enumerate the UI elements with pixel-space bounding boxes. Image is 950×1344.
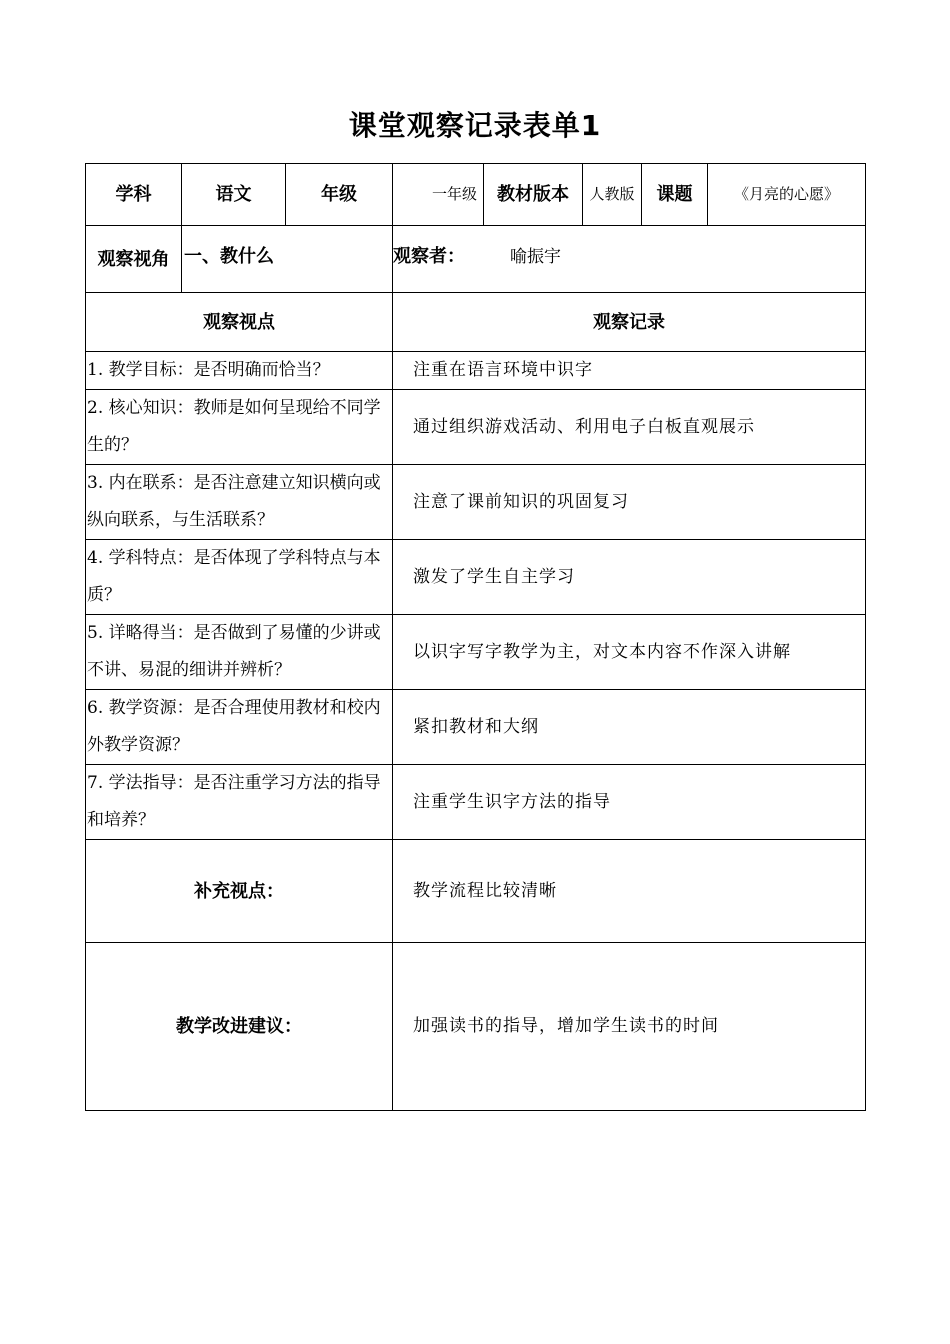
supplement-label: 补充视点： [86,840,393,943]
perspective-row [86,226,866,293]
supplement-row [86,840,866,943]
observer-label: 观察者： [393,246,465,267]
observation-record: 以识字写字教学为主，对文本内容不作深入讲解 [393,615,866,690]
supplement-record: 教学流程比较清晰 [393,840,866,943]
topic-label: 课题 [642,164,708,226]
observer-cell [393,226,866,293]
observation-form [85,163,865,1111]
subject-label: 学科 [86,164,182,226]
subject-value: 语文 [182,164,286,226]
info-row [86,164,866,226]
observation-record: 激发了学生自主学习 [393,540,866,615]
grade-label: 年级 [286,164,393,226]
table-row [86,690,866,765]
observation-record: 注重在语言环境中识字 [393,352,866,390]
observation-record: 注意了课前知识的巩固复习 [393,465,866,540]
observer-name: 喻振宇 [510,247,561,267]
column-header-row [86,293,866,352]
edition-value: 人教版 [583,164,642,226]
table-row [86,765,866,840]
observation-point: 6. 教学资源：是否合理使用教材和校内外教学资源？ [86,690,393,765]
observation-record: 通过组织游戏活动、利用电子白板直观展示 [393,390,866,465]
observation-point: 3. 内在联系：是否注意建立知识横向或纵向联系，与生活联系？ [86,465,393,540]
table-row [86,615,866,690]
topic-value: 《月亮的心愿》 [708,164,866,226]
observation-record: 紧扣教材和大纲 [393,690,866,765]
edition-label: 教材版本 [484,164,583,226]
suggestion-label: 教学改进建议： [86,943,393,1111]
table-row [86,390,866,465]
observation-point: 5. 详略得当：是否做到了易懂的少讲或不讲、易混的细讲并辨析？ [86,615,393,690]
table-row [86,352,866,390]
grade-value: 一年级 [393,164,484,226]
table-row [86,540,866,615]
observation-point: 2. 核心知识：教师是如何呈现给不同学生的？ [86,390,393,465]
observation-point: 1. 教学目标：是否明确而恰当？ [86,352,393,390]
suggestion-row [86,943,866,1111]
perspective-value: 一、教什么 [182,226,393,293]
suggestion-record: 加强读书的指导，增加学生读书的时间 [393,943,866,1111]
observation-point: 7. 学法指导：是否注重学习方法的指导和培养？ [86,765,393,840]
records-header: 观察记录 [393,293,866,352]
points-header: 观察视点 [86,293,393,352]
observation-record: 注重学生识字方法的指导 [393,765,866,840]
table-row [86,465,866,540]
observation-table [85,163,866,1111]
perspective-label: 观察视角 [86,226,182,293]
page-title: 课堂观察记录表单1 [348,109,602,142]
observation-point: 4. 学科特点：是否体现了学科特点与本质？ [86,540,393,615]
